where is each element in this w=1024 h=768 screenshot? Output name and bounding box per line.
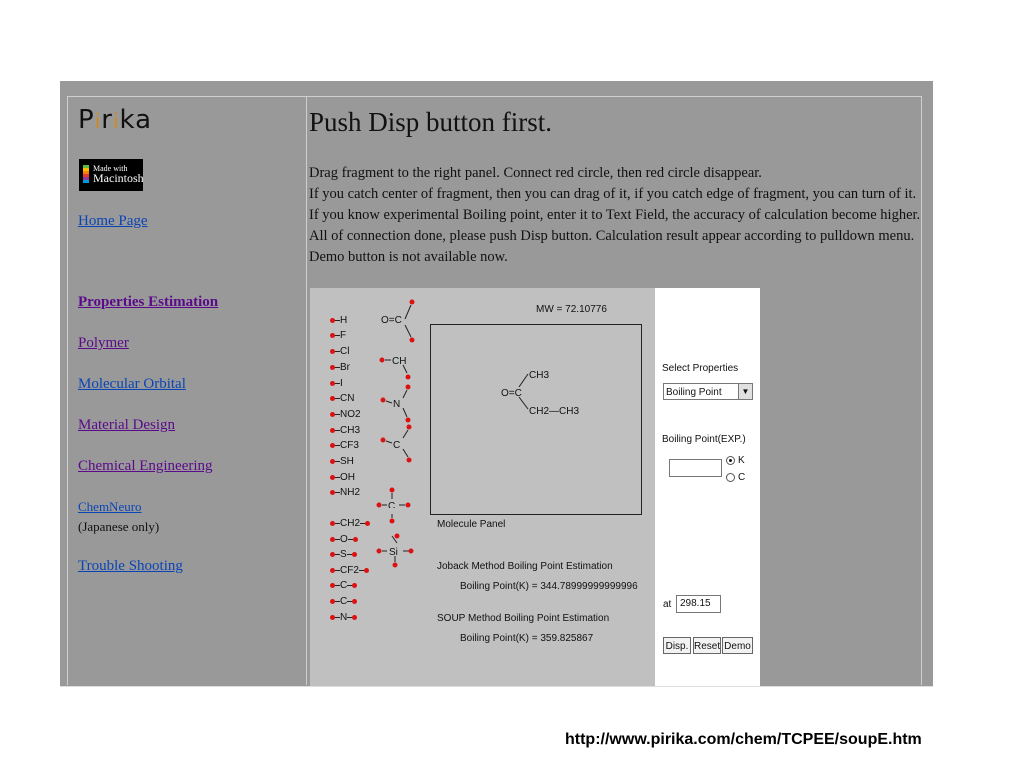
fragment-no2[interactable]: NO2 [330,409,361,420]
molecule-panel-label: Molecule Panel [437,519,506,530]
logo-letter: r [101,105,113,135]
molecule-ch3-top: CH3 [529,370,550,381]
at-label: at [663,599,672,610]
sidebar [67,96,307,685]
control-panel [655,288,760,686]
footer-url: http://www.pirika.com/chem/TCPEE/soupE.htm [565,731,922,748]
apple-logo-icon [83,165,89,183]
fragment-i[interactable]: I [330,378,343,389]
chemical-engineering-link[interactable]: Chemical Engineering [78,458,213,474]
trouble-shooting-link[interactable]: Trouble Shooting [78,558,183,574]
fragment-n-label: N [393,399,401,410]
properties-estimation-link[interactable]: Properties Estimation [78,294,219,310]
fragment-c-double2[interactable]: C [330,596,357,607]
material-design-link[interactable]: Material Design [78,417,176,433]
fragment-n[interactable]: N [330,612,357,623]
properties-select-value: Boiling Point [666,387,722,398]
fragment-c-label: C [393,440,401,451]
joback-title: Joback Method Boiling Point Estimation [437,561,613,572]
instruction-line: If you know experimental Boiling point, enter it to Text Field, the accuracy of calculation become higher. [309,207,921,223]
instruction-line: If you catch center of fragment, then you can drag of it, if you catch edge of fragment, you can turn of it. [309,186,917,202]
instruction-line: Drag fragment to the right panel. Connect red circle, then red circle disappear. [309,165,762,181]
fragment-si-label: Si [389,547,398,558]
reset-button[interactable]: Reset [693,637,721,654]
fragment-cl[interactable]: Cl [330,346,349,357]
molecule-structure [431,325,641,514]
molecular-orbital-link[interactable]: Molecular Orbital [78,376,186,392]
chevron-down-icon[interactable]: ▼ [738,384,752,399]
badge-line1: Made with [93,164,128,173]
disp-button[interactable]: Disp. [663,637,691,654]
fragment-si[interactable] [375,510,415,570]
molecular-weight: MW = 72.10776 [536,304,607,315]
pirika-logo[interactable] [78,105,152,135]
chemneuro-link[interactable]: ChemNeuro [78,499,142,514]
fragment-ch-label: CH [392,356,407,367]
unit-k-radio[interactable]: K [726,455,745,466]
properties-select[interactable] [663,383,753,400]
fragment-nh2[interactable]: NH2 [330,487,360,498]
radio-selected-icon [726,456,735,465]
fragment-f[interactable]: F [330,330,346,341]
polymer-link[interactable]: Polymer [78,335,129,351]
logo-letter: P [78,105,95,135]
fragment-cf3[interactable]: CF3 [330,440,359,451]
browser-frame [60,81,933,687]
demo-button[interactable]: Demo [722,637,753,654]
multi-fragment-column[interactable] [375,293,425,508]
fragment-cn[interactable]: CN [330,393,354,404]
fragment-o[interactable]: O [330,534,358,545]
radio-unselected-icon [726,473,735,482]
badge-line2: Macintosh [93,171,144,185]
fragment-co-label: O=C [381,315,402,326]
fragment-sh[interactable]: SH [330,456,354,467]
japanese-only-note: (Japanese only) [78,519,160,534]
temperature-input[interactable]: 298.15 [676,595,721,613]
instruction-line: Demo button is not available now. [309,249,508,265]
fragment-s[interactable]: S [330,549,357,560]
fragment-cf2[interactable]: CF2 [330,565,369,576]
unit-c-radio[interactable]: C [726,472,745,483]
home-page-link[interactable]: Home Page [78,213,148,229]
instruction-line: All of connection done, please push Disp button. Calculation result appear according to pulldown menu. [309,228,915,244]
page-title: Push Disp button first. [309,107,553,137]
logo-accent: i [94,109,102,133]
fragment-oh[interactable]: OH [330,472,355,483]
select-properties-label: Select Properties [662,363,739,374]
logo-letter: ka [119,105,153,135]
soup-result: Boiling Point(K) = 359.825867 [460,633,594,644]
molecule-ch2ch3: CH2—CH3 [529,406,580,417]
fragment-br[interactable]: Br [330,362,350,373]
fragment-ch2[interactable]: CH2 [330,518,370,529]
logo-accent: i [112,109,120,133]
fragment-ch3[interactable]: CH3 [330,425,360,436]
bp-exp-input[interactable] [669,459,722,477]
soup-title: SOUP Method Boiling Point Estimation [437,613,610,624]
fragment-c2-label: C [388,501,396,508]
bp-exp-label: Boiling Point(EXP.) [662,434,746,445]
fragment-h[interactable]: H [330,315,347,326]
molecule-canvas[interactable] [430,324,642,515]
fragment-c-double[interactable]: C [330,580,357,591]
joback-result: Boiling Point(K) = 344.78999999999996 [460,581,638,592]
molecule-oc: O=C [501,388,522,399]
made-with-macintosh-badge [79,159,143,191]
